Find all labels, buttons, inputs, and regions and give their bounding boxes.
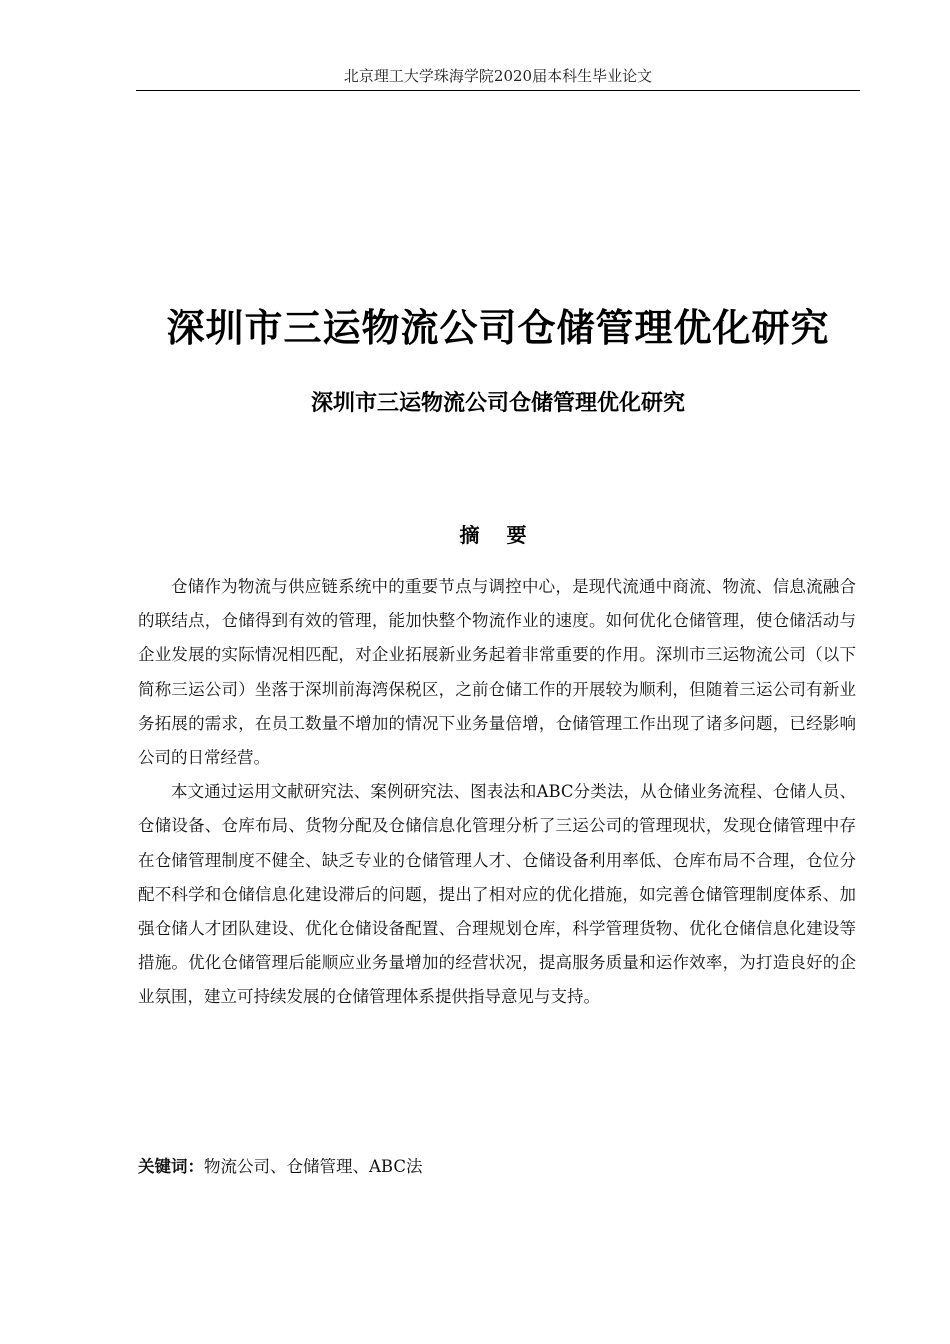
abstract-body [138, 570, 856, 1015]
abstract-heading: 摘 要 [459, 523, 537, 547]
thesis-subtitle: 深圳市三运物流公司仓储管理优化研究 [310, 391, 685, 416]
abstract-paragraph-2: 本文通过运用文献研究法、案例研究法、图表法和ABC分类法，从仓储业务流程、仓储人员、仓储设备、仓库布局、货物分配及仓储信息化管理分析了三运公司的管理现状，发现仓储管理中存在仓储管理制度不健全、缺乏专业的仓储管理人才、仓储设备利用率低、仓库布局不合理，仓位分配不科学和仓储信息化建设滞后的问题，提出了相对应的优化措施，如完善仓储管理制度体系、加强仓储人才团队建设、优化仓储设备配置、合理规划仓库，科学管理货物、优化仓储信息化建设等措施。优化仓储管理后能顺应业务量增加的经营状况，提高服务质量和运作效率，为打造良好的企业氛围，建立可持续发展的仓储管理体系提供指导意见与支持。 [138, 782, 856, 1007]
running-header-text: 北京理工大学珠海学院2020届本科生毕业论文 [343, 67, 653, 85]
keywords-value: 物流公司、仓储管理、ABC法 [204, 1157, 423, 1176]
keywords-label: 关键词： [138, 1157, 204, 1176]
thesis-title: 深圳市三运物流公司仓储管理优化研究 [166, 306, 830, 350]
abstract-paragraph-1: 仓储作为物流与供应链系统中的重要节点与调控中心，是现代流通中商流、物流、信息流融合的联结点，仓储得到有效的管理，能加快整个物流作业的速度。如何优化仓储管理，使仓储活动与企业发展的实际情况相匹配，对企业拓展新业务起着非常重要的作用。深圳市三运物流公司（以下简称三运公司）坐落于深圳前海湾保税区，之前仓储工作的开展较为顺利，但随着三运公司有新业务拓展的需求，在员工数量不增加的情况下业务量倍增，仓储管理工作出现了诸多问题，已经影响公司的日常经营。 [138, 577, 856, 768]
keywords-line [138, 1152, 856, 1182]
running-header [136, 64, 860, 91]
